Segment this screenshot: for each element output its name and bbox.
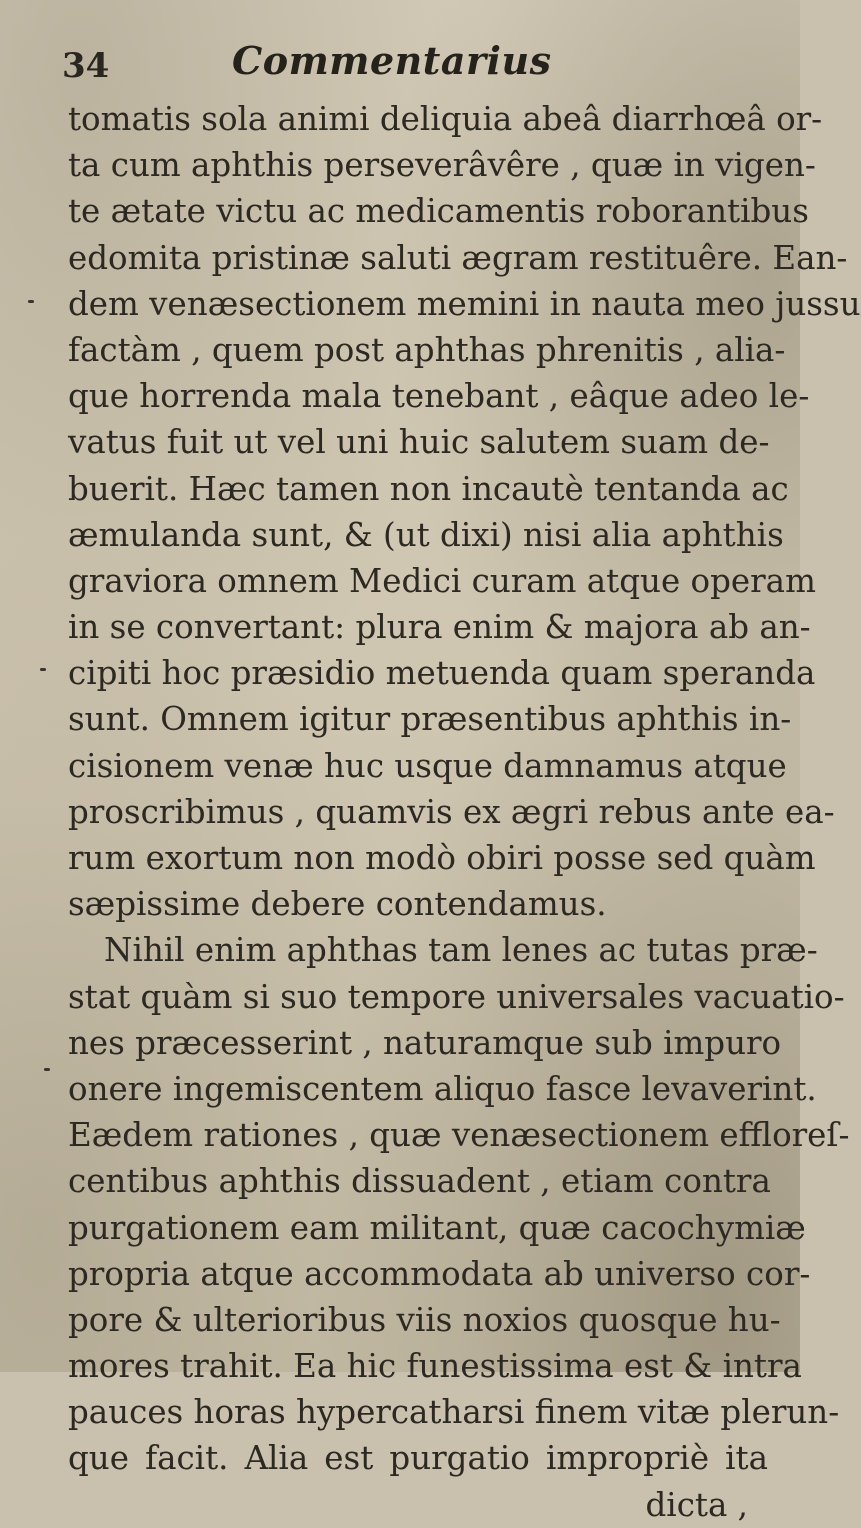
text-line: ta cum aphthis perseverâvêre , quæ in vigen- (68, 146, 816, 185)
page-header (0, 38, 800, 88)
margin-mark (28, 300, 34, 303)
text-line: que horrenda mala tenebant , eâque adeo le- (68, 377, 810, 416)
page-number: 34 (62, 46, 110, 86)
text-line: in se convertant: plura enim & majora ab an- (68, 608, 811, 647)
margin-mark (44, 1068, 50, 1071)
text-line: cipiti hoc præsidio metuenda quam speranda (68, 654, 816, 693)
text-line: æmulanda sunt, & (ut dixi) nisi alia aphthis (68, 515, 784, 554)
text-line: Eædem rationes , quæ venæsectionem effloreſ- (68, 1116, 850, 1155)
text-line: centibus aphthis dissuadent , etiam contra (68, 1162, 771, 1201)
text-line: stat quàm si suo tempore universales vacuatio- (68, 977, 845, 1016)
text-line: proscribimus , quamvis ex ægri rebus ante ea- (68, 792, 835, 831)
paragraph-start-line: Nihil enim aphthas tam lenes ac tutas præ- (104, 931, 818, 970)
running-head: Commentarius (232, 38, 552, 83)
text-line: pore & ulterioribus viis noxios quosque hu- (68, 1300, 781, 1339)
text-line: mores trahit. Ea hic funestissima est & intra (68, 1347, 802, 1386)
text-line: buerit. Hæc tamen non incautè tentanda ac (68, 469, 789, 508)
text-line: te ætate victu ac medicamentis roborantibus (68, 192, 809, 231)
text-line: tomatis sola animi deliquia abeâ diarrhœâ or- (68, 100, 823, 138)
text-line: cisionem venæ huc usque damnamus atque (68, 746, 787, 785)
text-line: que facit. Alia est purgatio impropriè ita (68, 1439, 768, 1478)
margin-mark (40, 668, 46, 671)
text-line: nes præcesserint , naturamque sub impuro (68, 1023, 782, 1062)
text-line: edomita pristinæ saluti ægram restituêre. Ean- (68, 238, 848, 277)
text-line: onere ingemiscentem aliquo fasce levaverint. (68, 1069, 817, 1108)
text-line: factàm , quem post aphthas phrenitis , alia- (68, 330, 786, 369)
text-line: purgationem eam militant, quæ cacochymiæ (68, 1208, 806, 1247)
text-line: graviora omnem Medici curam atque operam (68, 561, 816, 600)
catchword-line: dicta , (645, 1485, 748, 1524)
text-line: sæpissime debere contendamus. (68, 885, 607, 924)
text-line: rum exortum non modò obiri posse sed quàm (68, 839, 816, 877)
body-text (68, 96, 861, 1528)
text-line: vatus fuit ut vel uni huic salutem suam de- (68, 423, 770, 462)
text-line: dem venæsectionem memini in nauta meo jussu (68, 284, 861, 323)
text-line: propria atque accommodata ab universo cor- (68, 1254, 811, 1293)
text-line: pauces horas hypercatharsi finem vitæ plerun- (68, 1393, 840, 1432)
text-line: sunt. Omnem igitur præsentibus aphthis in- (68, 700, 792, 739)
